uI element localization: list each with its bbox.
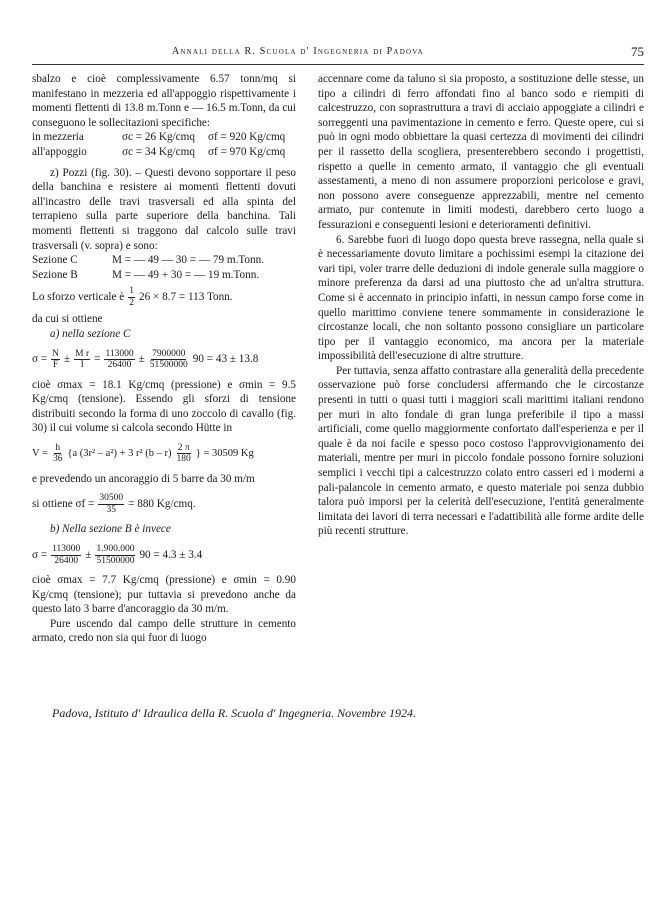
- fraction: $\frac{\text{M r}}{I}$: [75, 348, 90, 370]
- paragraph: a) nella sezione C: [50, 327, 131, 340]
- eq-text: σ =: [32, 548, 48, 561]
- page-number: 75: [631, 44, 644, 59]
- paragraph: sbalzo e cioè complessivamente 6.57 tonn/mq si manifestano in mezzeria ed all'appoggio rispettivamente i momenti flettenti di 13.8 m.Tonn e — 16.5 m.Tonn, da cui conseguono le sollecitazioni specifiche:: [32, 73, 296, 129]
- eq-text: } = 30509 Kg: [195, 447, 254, 459]
- eq-text: = 880 Kg/cmq.: [128, 498, 196, 511]
- paragraph: Pure uscendo dal campo delle strutture in cemento armato, credo non sia qui fuor di luogo: [32, 617, 296, 645]
- paragraph: b) Nella sezione B è invece: [50, 523, 171, 536]
- stress-concrete: σc = 26 Kg/cmq: [122, 131, 195, 144]
- header-rule: [32, 64, 644, 65]
- section-label: Sezione C: [32, 254, 78, 267]
- fraction: $\frac{1}{2}$: [129, 286, 134, 308]
- eq-text: =: [94, 353, 101, 366]
- eq-text: 90 = 43 ± 13.8: [192, 353, 259, 366]
- vertical-force-equation: [32, 282, 296, 312]
- stress-steel: σf = 920 Kg/cmq: [208, 131, 286, 144]
- fraction: $\frac{N}{F}$: [52, 348, 60, 370]
- fraction: $\frac{113000}{26400}$: [52, 544, 81, 566]
- eq-text: Lo sforzo verticale è: [32, 291, 125, 304]
- fraction: $\frac{h}{36}$: [52, 442, 63, 465]
- stress-label: in mezzeria: [32, 131, 84, 144]
- volume-equation: [32, 436, 296, 472]
- eq-text: σ =: [32, 353, 48, 366]
- anchor-stress-equation: [32, 486, 296, 522]
- stress-concrete: σc = 34 Kg/cmq: [122, 145, 195, 158]
- fraction: $\frac{2 \pi}{180}$: [176, 442, 191, 465]
- paragraph: cioè σmax = 7.7 Kg/cmq (pressione) e σmin = 0.90 Kg/cmq (tensione); pur tuttavia si prevedono anche da questo lato 3 barre d'ancoraggio da 30 m/m.: [32, 574, 296, 616]
- section-c-moment: [32, 253, 296, 268]
- eq-text: si ottiene σf =: [32, 498, 95, 511]
- section-b-moment: [32, 268, 296, 283]
- fraction: $\frac{1.900.000}{51500000}$: [96, 544, 135, 566]
- signature-line: Padova, Istituto d' Idraulica della R. Scuola d' Ingegneria. Novembre 1924.: [52, 706, 416, 720]
- eq-text: 90 = 4.3 ± 3.4: [139, 548, 203, 561]
- paragraph: z) Pozzi (fig. 30). – Questi devono sopportare il peso della banchina e resistere ai momenti flettenti dovuti all'incastro delle travi trasversali ed alla spinta del terrapieno sulla parte superiore della banchina. Tali momenti flettenti si traggono dal calcolo sulle travi trasversali (v. sopra) e sono:: [32, 166, 296, 252]
- fraction: $\frac{7900000}{51500000}$: [149, 348, 188, 370]
- eq-text: V =: [32, 447, 48, 459]
- eq-text: {a (3r² – a²) + 3 r² (b – r): [67, 447, 172, 459]
- stress-row-mezzeria: [32, 130, 296, 145]
- running-header: [32, 44, 644, 64]
- eq-text: 26 × 8.7 = 113 Tonn.: [139, 291, 233, 304]
- stress-row-appoggio: [32, 145, 296, 160]
- stress-steel: σf = 970 Kg/cmq: [208, 145, 286, 158]
- paragraph: cioè σmax = 18.1 Kg/cmq (pressione) e σmin = 9.5 Kg/cmq (tensione). Essendo gli sforzi di tensione distribuiti secondo la forma di uno zoccolo di cavallo (fig. 30) il cui volume si calcola secondo Hütte in: [32, 378, 296, 435]
- section-value: M = — 49 + 30 = — 19 m.Tonn.: [112, 268, 260, 281]
- equation-section-b: [32, 537, 296, 573]
- stress-label: all'appoggio: [32, 145, 87, 158]
- eq-text: ±: [138, 353, 145, 366]
- paragraph: da cui si ottiene: [32, 313, 103, 326]
- eq-text: ±: [64, 353, 71, 366]
- eq-text: ±: [85, 548, 92, 561]
- left-column: [32, 72, 296, 646]
- section-value: M = — 49 — 30 = — 79 m.Tonn.: [112, 254, 264, 267]
- fraction: $\frac{113000}{26400}$: [105, 348, 134, 370]
- right-column: [318, 72, 644, 539]
- paragraph: e prevedendo un ancoraggio di 5 barre da 30 m/m: [32, 472, 255, 485]
- fraction: $\frac{30500}{35}$: [99, 493, 124, 515]
- paragraph: Per tuttavia, senza affatto contrastare alla generalità della precedente osservazione può forse concludersi affermando che le circostanze presenti in tutti o quasi tutti i maggiori scali marittimi italiani rendono per muri in alto fondale di gran lunga preferibile il tipo a massi artificiali, come quello maggiormente confortato dall'esperienza e per il quale è da noi facile e spesso poco costoso l'approvvigionamento dei materiali, mentre per muri in piccolo fondale possono fornire soluzioni semplici i vecchi tipi a calcestruzzo colato entro casseri ed i moderni a pali-palancole in cemento armato, e questo materiale poi senza dubbio talora può imporsi per la celerità dell'esecuzione, l'entità generalmente limitata dei lavori di terra necessari e l'adattibilità alle forme ardite delle più recenti strutture.: [318, 364, 644, 538]
- paragraph: accennare come da taluno si sia proposto, a sostituzione delle stesse, un tipo a cilindri di ferro affondati fino al banco sodo e riempiti di calcestruzzo, con soprastruttura a travi di acciaio appoggiate a cilindri e sorreggenti una pavimentazione in cemento e ferro. Queste opere, cui si può in ogni modo obbiettare la quasi certezza di movimenti dei cilindri per il rassetto della scogliera, presenterebbero secondo i progettisti, rispetto a quelle in cemento armato, il vantaggio che gli eventuali assestamenti, a meno di non assumere proporzioni pericolose e gravi, non possono avere conseguenze apprezzabili, mentre nel cemento armato, pur contenute in limiti modesti, darebbero certo luogo a fessurazioni e conseguenti lesioni e deterioramenti definitivi.: [318, 73, 644, 231]
- section-label: Sezione B: [32, 268, 78, 281]
- journal-title: Annali della R. Scuola d' Ingegneria di Padova: [172, 46, 424, 57]
- equation-section-c: [32, 342, 296, 378]
- paragraph: 6. Sarebbe fuori di luogo dopo questa breve rassegna, nella quale si è necessariamente dovuto limitare a pochissimi esempi la citazione dei vari tipi, voler trarre delle deduzioni di indole generale sulla maggiore o minore preferenza da darsi ad una piuttosto che ad un'altra struttura. Come si è accennato in principio infatti, in nessun campo forse come in quello marittimo conviene tenere sommamente in considerazione le circostanze locali, che non soltanto possono consigliare un particolare tipo per il vantaggio economico, ma ancora per la materiale impossibilità dell'esecuzione di altre strutture.: [318, 233, 644, 363]
